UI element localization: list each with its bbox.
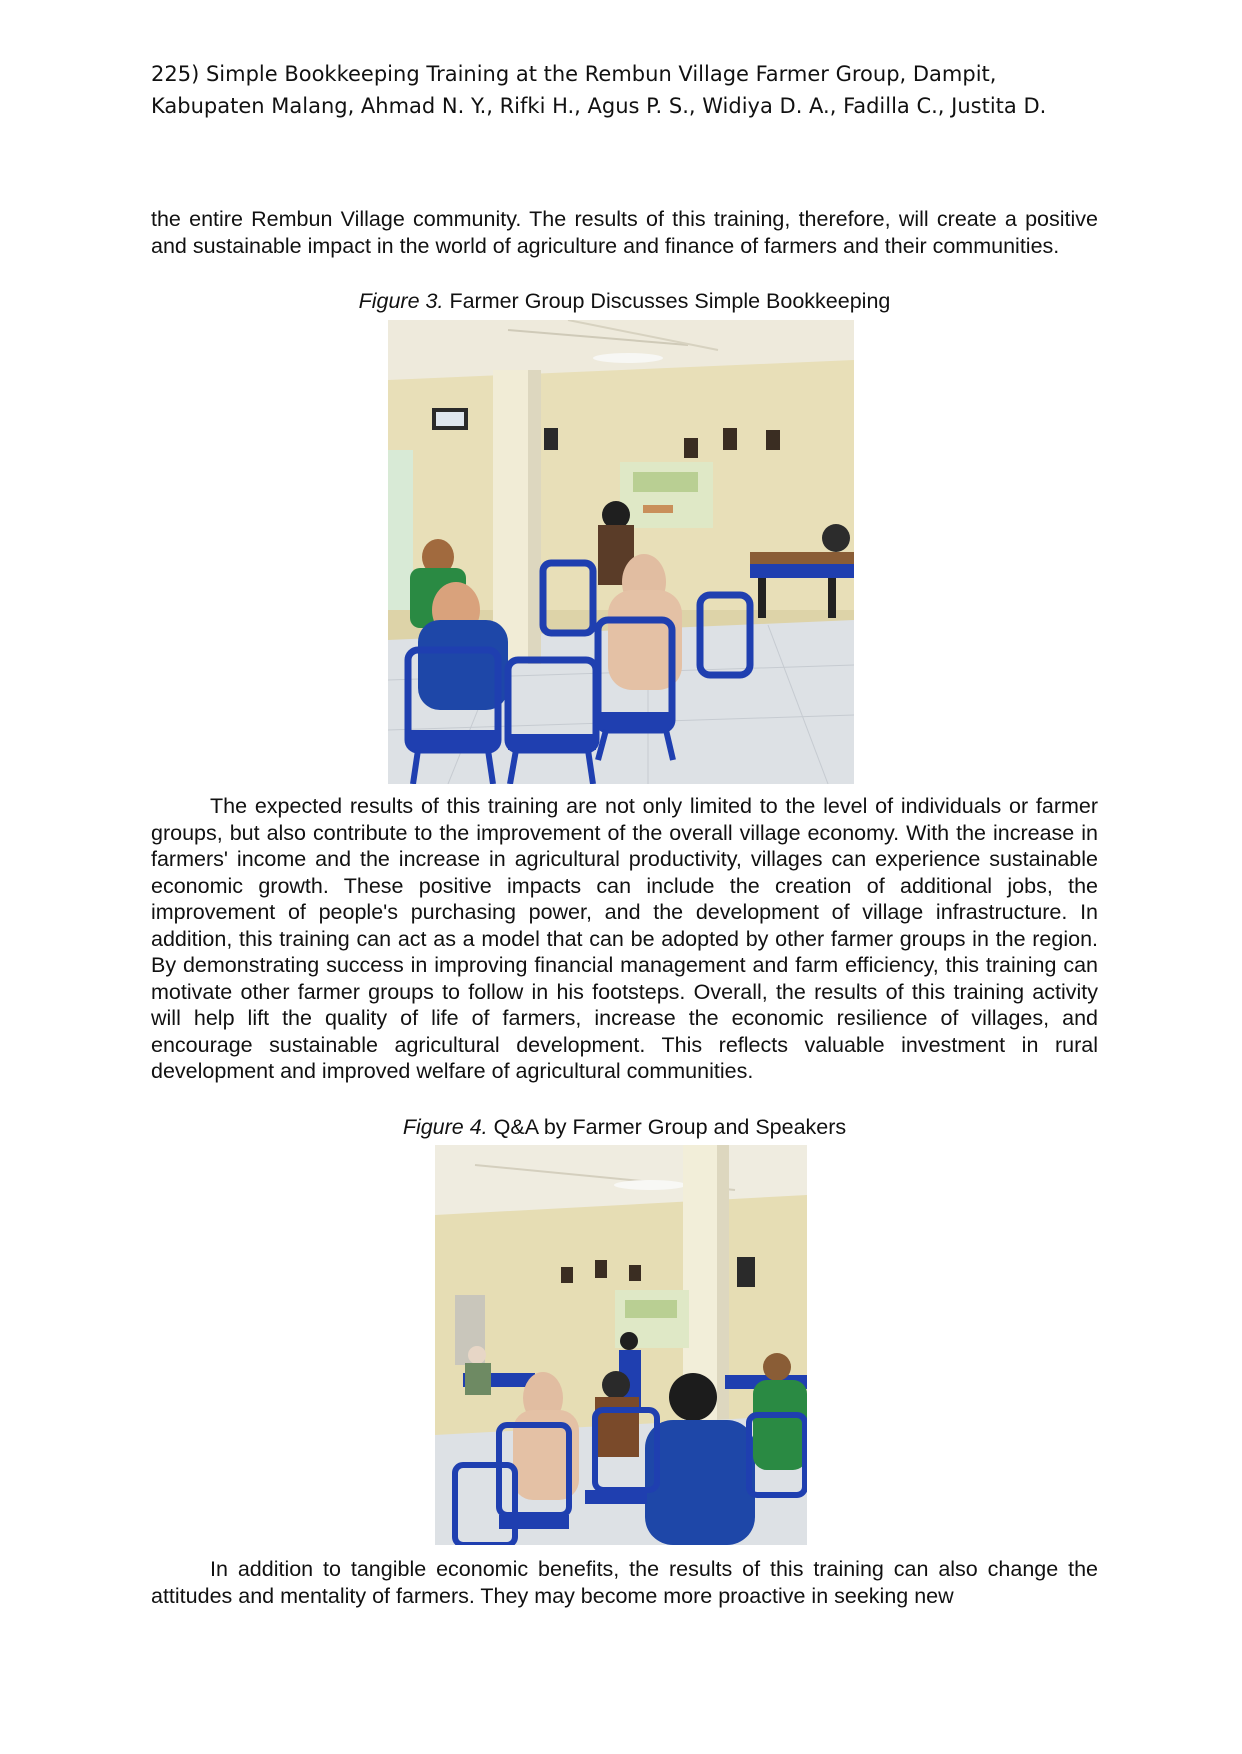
figure-4-image [435,1145,807,1545]
figure-3-label: Figure 3. [358,289,444,313]
figure-4-photo [435,1145,807,1545]
figure-3-photo [388,320,854,784]
paragraph-1: the entire Rembun Village community. The results of this training, therefore, will create a positive and sustainable impact in the world of agriculture and finance of farmers and their communities. [151,207,1098,258]
paragraph-2: The expected results of this training are not only limited to the level of individuals or farmer groups, but also contribute to the improvement of the overall village economy. With the increase in farmers' income and the increase in agricultural productivity, villages can experience sustainable economic growth. These positive impacts can include the creation of additional jobs, the improvement of people's purchasing power, and the development of village infrastructure. In addition, this training can act as a model that can be adopted by other farmer groups in the region. By demonstrating success in improving financial management and farm efficiency, this training can motivate other farmer groups to follow in his footsteps. Overall, the results of this training activity will help lift the quality of life of farmers, increase the economic resilience of villages, and encourage sustainable agricultural development. This reflects valuable investment in rural development and improved welfare of agricultural communities. [151,794,1098,1083]
running-head: 225) Simple Bookkeeping Training at the Rembun Village Farmer Group, Dampit, Kabupaten Malang, Ahmad N. Y., Rifki H., Agus P. S., Widiya D. A., Fadilla C., Justita D. [151,62,1047,118]
figure-3-image [388,320,854,784]
paragraph-3: In addition to tangible economic benefits, the results of this training can also change the attitudes and mentality of farmers. They may become more proactive in seeking new [151,1557,1098,1608]
figure-4-caption [151,1114,1098,1140]
figure-4-caption-text: Q&A by Farmer Group and Speakers [487,1115,847,1139]
figure-3-caption [151,288,1098,314]
figure-3-caption-text: Farmer Group Discusses Simple Bookkeeping [443,289,891,313]
figure-4-label: Figure 4. [402,1115,488,1139]
